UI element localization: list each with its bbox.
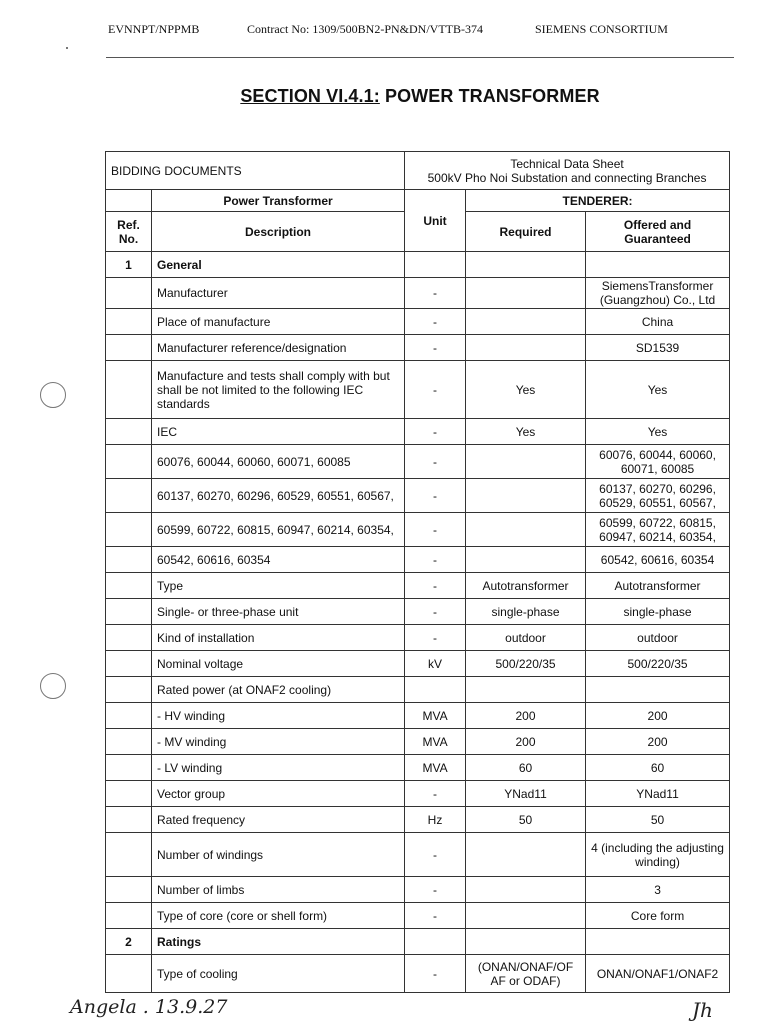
description-cell: IEC bbox=[152, 419, 405, 445]
table-row bbox=[106, 419, 730, 445]
required-value-cell bbox=[466, 677, 586, 703]
offered-value-cell: single-phase bbox=[586, 599, 730, 625]
sheet-title-cell bbox=[405, 152, 730, 190]
table-row bbox=[106, 703, 730, 729]
offered-value-cell: 60 bbox=[586, 755, 730, 781]
ref-cell bbox=[106, 651, 152, 677]
required-value-cell: 200 bbox=[466, 729, 586, 755]
description-cell: Vector group bbox=[152, 781, 405, 807]
description-cell: 60542, 60616, 60354 bbox=[152, 547, 405, 573]
unit-header: Unit bbox=[405, 190, 466, 252]
required-value-cell bbox=[466, 278, 586, 309]
ref-cell bbox=[106, 335, 152, 361]
offered-value-cell: 60076, 60044, 60060, 60071, 60085 bbox=[586, 445, 730, 479]
unit-cell: - bbox=[405, 625, 466, 651]
description-cell: Type bbox=[152, 573, 405, 599]
unit-cell: MVA bbox=[405, 703, 466, 729]
offered-value-cell: SiemensTransformer (Guangzhou) Co., Ltd bbox=[586, 278, 730, 309]
ref-cell bbox=[106, 703, 152, 729]
power-transformer-header: Power Transformer bbox=[152, 190, 405, 212]
required-value-cell: single-phase bbox=[466, 599, 586, 625]
description-cell: 60137, 60270, 60296, 60529, 60551, 60567, bbox=[152, 479, 405, 513]
offered-value-cell: YNad11 bbox=[586, 781, 730, 807]
scan-speck bbox=[66, 47, 68, 49]
unit-cell: - bbox=[405, 547, 466, 573]
description-cell: Single- or three-phase unit bbox=[152, 599, 405, 625]
sheet-title-line-1: Technical Data Sheet bbox=[510, 156, 624, 171]
blank-cell bbox=[106, 190, 152, 212]
offered-value-cell: Autotransformer bbox=[586, 573, 730, 599]
ref-cell bbox=[106, 278, 152, 309]
description-cell: Type of cooling bbox=[152, 955, 405, 993]
ref-cell bbox=[106, 419, 152, 445]
required-value-cell: Yes bbox=[466, 361, 586, 419]
description-cell: Manufacturer reference/designation bbox=[152, 335, 405, 361]
ref-cell bbox=[106, 677, 152, 703]
offered-value-cell: China bbox=[586, 309, 730, 335]
required-value-cell: Yes bbox=[466, 419, 586, 445]
unit-cell: - bbox=[405, 419, 466, 445]
unit-cell: - bbox=[405, 781, 466, 807]
required-value-cell: 60 bbox=[466, 755, 586, 781]
unit-cell: - bbox=[405, 599, 466, 625]
description-cell: 60599, 60722, 60815, 60947, 60214, 60354, bbox=[152, 513, 405, 547]
ref-cell bbox=[106, 729, 152, 755]
required-value-cell bbox=[466, 903, 586, 929]
table-row bbox=[106, 479, 730, 513]
ref-cell bbox=[106, 625, 152, 651]
description-header: Description bbox=[152, 212, 405, 252]
section-title bbox=[0, 86, 768, 107]
ref-cell bbox=[106, 573, 152, 599]
offered-value-cell: 60542, 60616, 60354 bbox=[586, 547, 730, 573]
description-cell: 60076, 60044, 60060, 60071, 60085 bbox=[152, 445, 405, 479]
offered-value-cell: 4 (including the adjusting winding) bbox=[586, 833, 730, 877]
unit-cell: Hz bbox=[405, 807, 466, 833]
required-value-cell: 50 bbox=[466, 807, 586, 833]
ref-cell bbox=[106, 547, 152, 573]
offered-value-cell bbox=[586, 677, 730, 703]
table-row bbox=[106, 955, 730, 993]
offered-value-cell: 60137, 60270, 60296, 60529, 60551, 60567, bbox=[586, 479, 730, 513]
ref-cell bbox=[106, 445, 152, 479]
table-row bbox=[106, 513, 730, 547]
table-row bbox=[106, 335, 730, 361]
required-value-cell bbox=[466, 335, 586, 361]
handwritten-signature-left: Angela . 13.9.27 bbox=[70, 996, 228, 1018]
offered-value-cell: outdoor bbox=[586, 625, 730, 651]
section-name: POWER TRANSFORMER bbox=[384, 86, 600, 106]
table-subheader-row bbox=[106, 190, 730, 212]
description-cell: Rated power (at ONAF2 cooling) bbox=[152, 677, 405, 703]
required-value-cell: outdoor bbox=[466, 625, 586, 651]
description-cell: - LV winding bbox=[152, 755, 405, 781]
ref-cell bbox=[106, 833, 152, 877]
required-value-cell bbox=[466, 445, 586, 479]
table-row bbox=[106, 573, 730, 599]
tenderer-header: TENDERER: bbox=[466, 190, 730, 212]
section-number: SECTION VI.4.1: bbox=[240, 86, 380, 106]
ref-cell bbox=[106, 877, 152, 903]
unit-cell: - bbox=[405, 877, 466, 903]
description-cell: Number of limbs bbox=[152, 877, 405, 903]
ref-cell bbox=[106, 599, 152, 625]
description-cell: - MV winding bbox=[152, 729, 405, 755]
description-cell: Nominal voltage bbox=[152, 651, 405, 677]
ref-cell bbox=[106, 755, 152, 781]
unit-cell: - bbox=[405, 278, 466, 309]
unit-cell: MVA bbox=[405, 729, 466, 755]
required-value-cell bbox=[466, 479, 586, 513]
unit-cell: - bbox=[405, 479, 466, 513]
header-contract-number: Contract No: 1309/500BN2-PN&DN/VTTB-374 bbox=[247, 22, 483, 36]
technical-data-sheet-table bbox=[105, 151, 730, 993]
ref-cell bbox=[106, 781, 152, 807]
unit-cell bbox=[405, 677, 466, 703]
header-divider bbox=[106, 57, 734, 58]
offered-value-cell bbox=[586, 929, 730, 955]
offered-value-cell: 200 bbox=[586, 729, 730, 755]
offered-value-cell: Core form bbox=[586, 903, 730, 929]
required-value-cell: YNad11 bbox=[466, 781, 586, 807]
ref-no-header: Ref. No. bbox=[106, 212, 152, 252]
ref-cell bbox=[106, 955, 152, 993]
ref-cell: 2 bbox=[106, 929, 152, 955]
table-row bbox=[106, 755, 730, 781]
description-cell: Number of windings bbox=[152, 833, 405, 877]
ref-cell bbox=[106, 807, 152, 833]
unit-cell: MVA bbox=[405, 755, 466, 781]
unit-cell: - bbox=[405, 513, 466, 547]
unit-cell: - bbox=[405, 573, 466, 599]
description-cell: General bbox=[152, 252, 405, 278]
description-cell: Kind of installation bbox=[152, 625, 405, 651]
table-row bbox=[106, 252, 730, 278]
offered-value-cell: Yes bbox=[586, 361, 730, 419]
required-value-cell: (ONAN/ONAF/OF AF or ODAF) bbox=[466, 955, 586, 993]
required-value-cell bbox=[466, 547, 586, 573]
required-header: Required bbox=[466, 212, 586, 252]
description-cell: Rated frequency bbox=[152, 807, 405, 833]
table-row bbox=[106, 877, 730, 903]
unit-cell: - bbox=[405, 309, 466, 335]
unit-cell: - bbox=[405, 903, 466, 929]
table-row bbox=[106, 833, 730, 877]
table-row bbox=[106, 651, 730, 677]
table-row bbox=[106, 445, 730, 479]
ref-cell bbox=[106, 361, 152, 419]
required-value-cell bbox=[466, 309, 586, 335]
description-cell: Manufacture and tests shall comply with but shall be not limited to the following IEC standards bbox=[152, 361, 405, 419]
offered-value-cell: 60599, 60722, 60815, 60947, 60214, 60354, bbox=[586, 513, 730, 547]
punch-hole-icon bbox=[40, 673, 66, 699]
table-row bbox=[106, 729, 730, 755]
required-value-cell bbox=[466, 929, 586, 955]
handwritten-initials-right: Jh bbox=[692, 998, 713, 1022]
offered-value-cell: 500/220/35 bbox=[586, 651, 730, 677]
description-cell: Place of manufacture bbox=[152, 309, 405, 335]
table-row bbox=[106, 781, 730, 807]
table-row bbox=[106, 599, 730, 625]
offered-value-cell: ONAN/ONAF1/ONAF2 bbox=[586, 955, 730, 993]
description-cell: Manufacturer bbox=[152, 278, 405, 309]
punch-hole-icon bbox=[40, 382, 66, 408]
unit-cell: - bbox=[405, 445, 466, 479]
required-value-cell: 200 bbox=[466, 703, 586, 729]
table-row bbox=[106, 547, 730, 573]
table-row bbox=[106, 278, 730, 309]
offered-value-cell: Yes bbox=[586, 419, 730, 445]
offered-value-cell: SD1539 bbox=[586, 335, 730, 361]
required-value-cell: Autotransformer bbox=[466, 573, 586, 599]
required-value-cell: 500/220/35 bbox=[466, 651, 586, 677]
required-value-cell bbox=[466, 833, 586, 877]
required-value-cell bbox=[466, 877, 586, 903]
offered-header: Offered and Guaranteed bbox=[586, 212, 730, 252]
header-organization: EVNNPT/NPPMB bbox=[108, 22, 200, 36]
header-consortium: SIEMENS CONSORTIUM bbox=[535, 22, 668, 36]
table-row bbox=[106, 309, 730, 335]
table-title-row bbox=[106, 152, 730, 190]
table-row bbox=[106, 807, 730, 833]
ref-cell bbox=[106, 903, 152, 929]
offered-value-cell bbox=[586, 252, 730, 278]
ref-cell bbox=[106, 479, 152, 513]
bidding-documents-cell: BIDDING DOCUMENTS bbox=[106, 152, 405, 190]
unit-cell bbox=[405, 252, 466, 278]
unit-cell: - bbox=[405, 335, 466, 361]
ref-cell bbox=[106, 309, 152, 335]
offered-value-cell: 50 bbox=[586, 807, 730, 833]
sheet-title-line-2: 500kV Pho Noi Substation and connecting Branches bbox=[427, 170, 707, 185]
description-cell: Type of core (core or shell form) bbox=[152, 903, 405, 929]
document-header bbox=[108, 22, 734, 42]
table-row bbox=[106, 361, 730, 419]
unit-cell: - bbox=[405, 361, 466, 419]
required-value-cell bbox=[466, 513, 586, 547]
table-row bbox=[106, 677, 730, 703]
required-value-cell bbox=[466, 252, 586, 278]
ref-cell bbox=[106, 513, 152, 547]
table-row bbox=[106, 903, 730, 929]
table-row bbox=[106, 929, 730, 955]
description-cell: - HV winding bbox=[152, 703, 405, 729]
description-cell: Ratings bbox=[152, 929, 405, 955]
table-row bbox=[106, 625, 730, 651]
offered-value-cell: 200 bbox=[586, 703, 730, 729]
offered-value-cell: 3 bbox=[586, 877, 730, 903]
unit-cell bbox=[405, 929, 466, 955]
unit-cell: - bbox=[405, 955, 466, 993]
unit-cell: kV bbox=[405, 651, 466, 677]
unit-cell: - bbox=[405, 833, 466, 877]
ref-cell: 1 bbox=[106, 252, 152, 278]
